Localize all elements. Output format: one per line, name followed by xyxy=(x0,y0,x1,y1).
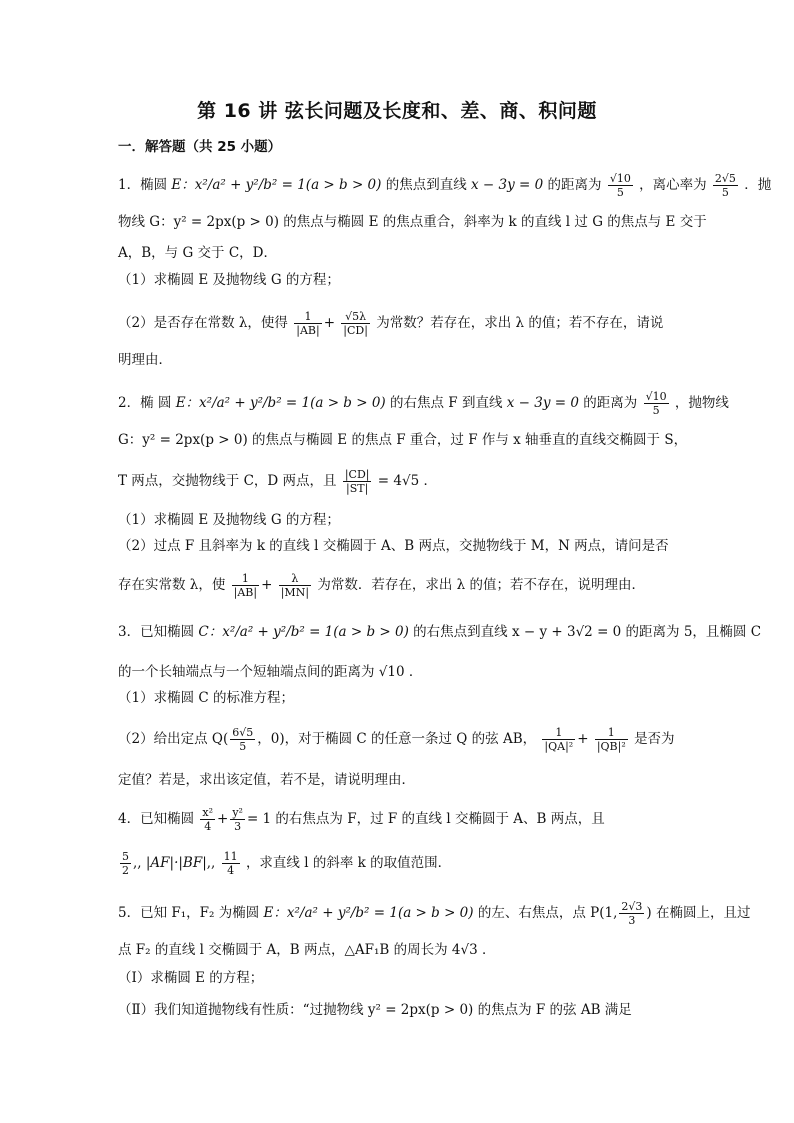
problem-1-q1: （1）求椭圆 E 及抛物线 G 的方程； xyxy=(118,272,340,288)
fraction: $\frac{5}{2}$ xyxy=(122,850,129,877)
fraction: $\frac{2√3}{3}$ xyxy=(621,900,643,927)
problem-1-q2-end: 明理由． xyxy=(118,352,172,368)
fraction: $\frac{√10}{5}$ xyxy=(645,390,667,417)
problem-2-line-3: T 两点，交抛物线于 C，D 两点，且 $\frac{|CD|}{|ST|}$ = 4√5 ． xyxy=(118,468,437,495)
problem-2-line-1: 2．椭 圆 E：x²/a² + y²/b² = 1(a > b > 0) 的右焦点 F 到直线 x − 3y = 0 的距离为 $\frac{√10}{5}$ ，抛物线 xyxy=(118,390,729,417)
fraction: $\frac{|CD|}{|ST|}$ xyxy=(344,468,370,495)
fraction: $\frac{1}{\text{|QB|²}}$ xyxy=(596,726,626,753)
problem-4-line-1: 4．已知椭圆 $\frac{\text{x²}}{4}$ + $\frac{\text{y²}}{3}$ = 1 的右焦点为 F，过 F 的直线 l 交椭圆于 A、B 两点，且 xyxy=(118,806,605,833)
text: ．抛 xyxy=(744,177,772,193)
text: 1．椭圆 xyxy=(118,177,168,193)
text: 为常数？若存在，求出 λ 的值；若不存在，请说 xyxy=(376,315,664,331)
fraction: $\frac{\text{y²}}{3}$ xyxy=(232,806,243,833)
problem-1-line-2: 物线 G：y² = 2px(p > 0) 的焦点与椭圆 E 的焦点重合，斜率为 k 的直线 l 过 G 的焦点与 E 交于 xyxy=(118,214,707,230)
page-title: 第 16 讲 弦长问题及长度和、差、商、积问题 xyxy=(197,100,597,122)
problem-5-line-1: 5．已知 F₁，F₂ 为椭圆 E：x²/a² + y²/b² = 1(a > b > 0) 的左、右焦点，点 P(1, $\frac{2√3}{3}$ ) 在椭圆上，且过 xyxy=(118,900,751,927)
problem-5-q2: （Ⅱ）我们知道抛物线有性质：“过抛物线 y² = 2px(p > 0) 的焦点为 F 的弦 AB 满足 xyxy=(118,1002,632,1018)
text: （2）是否存在常数 λ，使得 xyxy=(118,315,288,331)
fraction: $\frac{1}{|AB|}$ xyxy=(233,572,258,599)
text: 的焦点到直线 xyxy=(385,177,467,193)
fraction: $\frac{2√5}{5}$ xyxy=(714,172,736,199)
problem-2-q2: （2）过点 F 且斜率为 k 的直线 l 交椭圆于 A、B 两点，交抛物线于 M，N 两点，请问是否 xyxy=(118,538,669,554)
ellipse-equation: E：x²/a² + y²/b² = 1(a > b > 0) xyxy=(171,177,382,193)
problem-1-line-1 xyxy=(118,172,772,199)
fraction: $\frac{√10}{5}$ xyxy=(609,172,631,199)
problem-3-q2-line-2: 定值？若是，求出该定值，若不是，请说明理由． xyxy=(118,772,415,788)
problem-5-q1: （Ⅰ）求椭圆 E 的方程； xyxy=(118,970,264,986)
text: 的距离为 xyxy=(547,177,602,193)
problem-3-q2: （2）给出定点 Q( $\frac{6√5}{5}$ ，0)，对于椭圆 C 的任意一条过 Q 的弦 AB， $\frac{1}{\text{|QA|²}}$ + $\frac{1}{\text{|QB|²}}$ 是否为 xyxy=(118,726,675,753)
fraction: $\frac{\text{x²}}{4}$ xyxy=(202,806,214,833)
problem-1-q2: （2）是否存在常数 λ，使得 $\frac{1}{|AB|}$ + $\frac{√5\lambda}{|CD|}$ 为常数？若存在，求出 λ 的值；若不存在，请说 xyxy=(118,310,664,337)
problem-4-line-2: $\frac{5}{2}$ ,, |AF|·|BF|,, $\frac{11}{4}$ ，求直线 l 的斜率 k 的取值范围． xyxy=(122,850,452,877)
fraction: $\frac{1}{|AB|}$ xyxy=(296,310,320,337)
fraction: $\frac{√5\lambda}{|CD|}$ xyxy=(343,310,368,337)
problem-3-q1: （1）求椭圆 C 的标准方程； xyxy=(118,690,295,706)
fraction: $\frac{\lambda}{|MN|}$ xyxy=(280,572,310,599)
line-equation: x − 3y = 0 xyxy=(471,177,544,193)
fraction: $\frac{11}{4}$ xyxy=(223,850,238,877)
problem-3-line-2: 的一个长轴端点与一个短轴端点间的距离为 √10 ． xyxy=(118,664,423,680)
text: ，离心率为 xyxy=(639,177,707,193)
problem-2-q1: （1）求椭圆 E 及抛物线 G 的方程； xyxy=(118,512,340,528)
problem-5-line-2: 点 F₂ 的直线 l 交椭圆于 A，B 两点，△AF₁B 的周长为 4√3 ． xyxy=(118,942,496,958)
problem-2-q2-line-2: 存在实常数 λ，使 $\frac{1}{|AB|}$ + $\frac{\lambda}{|MN|}$ 为常数．若存在，求出 λ 的值；若不存在，说明理由． xyxy=(118,572,645,599)
problem-1-line-3: A，B，与 G 交于 C，D． xyxy=(118,245,277,261)
section-heading: 一．解答题（共 25 小题） xyxy=(118,139,282,155)
problem-3-line-1: 3．已知椭圆 C：x²/a² + y²/b² = 1(a > b > 0) 的右焦点到直线 x − y + 3√2 = 0 的距离为 5，且椭圆 C xyxy=(118,624,762,640)
fraction: $\frac{1}{\text{|QA|²}}$ xyxy=(544,726,574,753)
problem-2-line-2: G：y² = 2px(p > 0) 的焦点与椭圆 E 的焦点 F 重合，过 F 作与 x 轴垂直的直线交椭圆于 S， xyxy=(118,432,688,448)
fraction: $\frac{6√5}{5}$ xyxy=(232,726,254,753)
